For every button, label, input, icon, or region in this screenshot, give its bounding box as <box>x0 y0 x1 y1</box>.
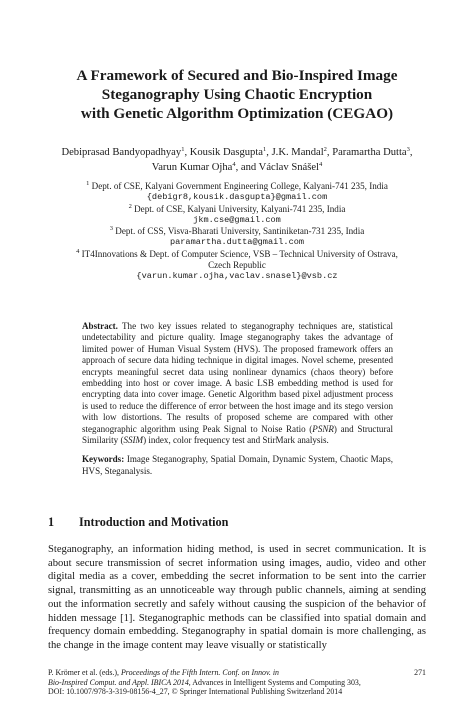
affiliation-1: $^1$ Dept. of CSE, Kalyani Government Engineering College, Kalyani-741 235, India <box>86 180 388 191</box>
page-number: 271 <box>414 668 426 677</box>
affiliation-2: $^2$ Dept. of CSE, Kalyani University, Kalyani-741 235, India <box>128 202 346 214</box>
author-affil-mark: 4 <box>232 160 236 168</box>
author-name: Václav Snášel <box>258 161 319 173</box>
author-name: Debiprasad Bandyopadhyay <box>61 147 182 158</box>
author-name: Varun Kumar Ojha <box>151 161 233 173</box>
body-text <box>48 543 426 653</box>
author-affil-mark: 3 <box>406 146 410 153</box>
section-heading <box>48 515 228 530</box>
keywords-paragraph: Keywords: Image Steganography, Spatial Domain, Dynamic System, Chaotic Maps, HVS, Steganalysis. <box>82 454 393 476</box>
author-name: Paramartha Dutta <box>332 147 407 158</box>
footer-line-2: Bio-Inspired Comput. and Appl. IBICA 2014, Advances in Intelligent Systems and Computing 303, <box>48 677 361 687</box>
abstract-paragraph: Abstract. The two key issues related to steganography techniques are, statistical undetectability and picture quality. Image steganography takes the advantage of limited power of Human Visual System (HVS). The proposed framework offers an approach of secure data hiding technique in digital images. Novel scheme, presented encrypts meaningful secret data using nonlinear dynamics (chaos theory) before embedding into host or cover image. A basic LSB embedding method is used for encrypting data into cover image. Genetic Algorithm based pixel adjustment process is used to reduce the difference of error between the host image and its stego version with low distortions. The results of proposed scheme are compared with other steganographic algorithm using Peak Signal to Noise Ratio (PSNR) and Structural Similarity (SSIM) index, color frequency test and StirMark analysis. <box>82 321 393 446</box>
author-affil-mark: 2 <box>323 146 327 153</box>
affiliation-1-email: {debigr8,kousik.dasgupta}@gmail.com <box>146 192 328 203</box>
section-number: 1 <box>48 515 55 529</box>
affiliation-4-country: Czech Republic <box>208 260 266 271</box>
affiliation-4: $^4$ IT4Innovations & Dept. of Computer Science, VSB – Technical University of Ostrava, <box>76 247 398 259</box>
author-line-2: Varun Kumar Ojha$^4$, and Václav Snášel$^4$ <box>151 160 323 173</box>
footer-line-3: DOI: 10.1007/978-3-319-08156-4_27, © Springer International Publishing Switzerland 2014 <box>48 687 343 697</box>
abstract-block <box>82 321 393 477</box>
title-line-1: A Framework of Secured and Bio-Inspired Image <box>76 67 398 84</box>
footer-line-1: P. Krömer et al. (eds.), Proceedings of the Fifth Intern. Conf. on Innov. in <box>48 668 279 677</box>
keywords-label: Keywords: <box>82 454 125 465</box>
affiliation-list <box>50 181 424 283</box>
section-title: Introduction and Motivation <box>79 515 229 529</box>
author-list <box>30 146 444 175</box>
author-affil-mark: 1 <box>263 146 267 153</box>
title-line-3: with Genetic Algorithm Optimization (CEGAO) <box>80 105 394 122</box>
paper-title <box>40 66 434 123</box>
affiliation-3-email: paramartha.dutta@gmail.com <box>169 237 305 248</box>
author-name: Kousik Dasgupta <box>189 147 264 158</box>
author-line-1: Debiprasad Bandyopadhyay$^1$, Kousik Dasgupta$^1$, J.K. Mandal$^2$, Paramartha Dutta$^3$, <box>61 146 413 158</box>
author-name: J.K. Mandal <box>271 147 324 158</box>
affiliation-3: $^3$ Dept. of CSS, Visva-Bharati University, Santiniketan-731 235, India <box>109 225 365 237</box>
title-line-2: Steganography Using Chaotic Encryption <box>101 86 373 103</box>
affiliation-2-email: jkm.cse@gmail.com <box>193 214 281 225</box>
author-affil-mark: 4 <box>318 160 323 168</box>
author-affil-mark: 1 <box>181 146 185 153</box>
affiliation-4-email: {varun.kumar.ojha,vaclav.snasel}@vsb.cz <box>136 271 338 282</box>
abstract-label: Abstract. <box>82 321 118 331</box>
page-footer <box>48 668 426 697</box>
body-paragraph: Steganography, an information hiding method, is used in secret communication. It is about secure transmission of secret information using images, audio, video and other digital media as a cover, embedding the secret information to be sent into the carrier signal, transmitting as an unnoticeable way through public channels, aiming at sending out the information secretly and safely without causing the suspicion of the behavior of hidden message [1]. Steganographic methods can be classified into spatial domain and frequency domain embedding. Steganography in spatial domain is more challenging, as the change in the image content may leave visually or statistically <box>48 544 426 651</box>
